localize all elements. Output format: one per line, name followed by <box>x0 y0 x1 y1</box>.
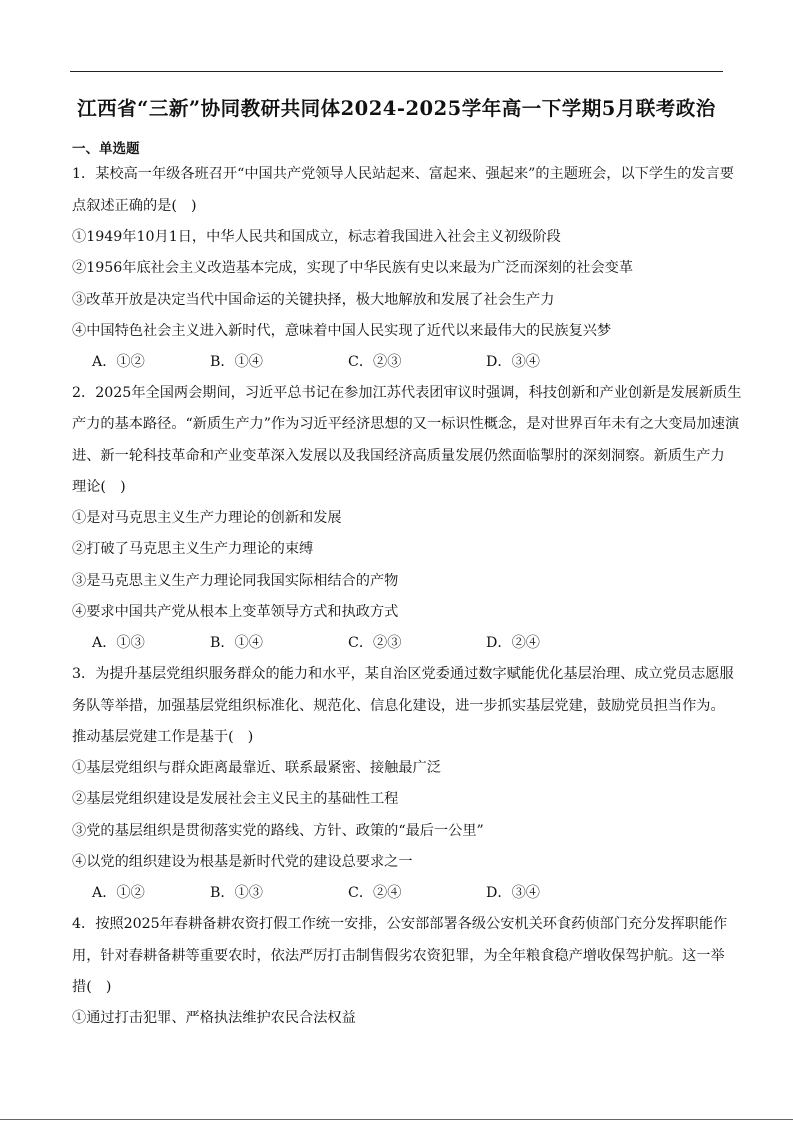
question-3-stem-line-2: 务队等举措，加强基层党组织标准化、规范化、信息化建设，进一步抓实基层党建，鼓励党员担当作为。 <box>72 698 725 714</box>
question-3-option-d[interactable]: D．③④ <box>486 885 540 901</box>
question-1-option-c[interactable]: C．②③ <box>348 354 402 370</box>
question-2-option-d[interactable]: D．②④ <box>486 635 540 651</box>
question-2-stem-line-1: 2．2025年全国两会期间，习近平总书记在参加江苏代表团审议时强调，科技创新和产业创新是发展新质生 <box>72 385 742 401</box>
question-3-option-a[interactable]: A．①② <box>92 885 145 901</box>
question-4-stem-line-3: 措( ) <box>72 979 112 995</box>
question-1-option-a[interactable]: A．①② <box>92 354 145 370</box>
question-2-item-4: ④要求中国共产党从根本上变革领导方式和执政方式 <box>72 604 399 620</box>
section-heading: 一、单选题 <box>72 141 140 157</box>
header-rule <box>70 71 723 72</box>
question-1-item-3: ③改革开放是决定当代中国命运的关键抉择，极大地解放和发展了社会生产力 <box>72 292 555 308</box>
question-2-item-3: ③是马克思主义生产力理论同我国实际相结合的产物 <box>72 573 399 589</box>
question-2-option-c[interactable]: C．②③ <box>348 635 402 651</box>
question-3-stem-line-1: 3．为提升基层党组织服务群众的能力和水平，某自治区党委通过数字赋能优化基层治理、成立党员志愿服 <box>72 666 734 682</box>
question-4-item-1: ①通过打击犯罪、严格执法维护农民合法权益 <box>72 1010 356 1026</box>
question-3-item-1: ①基层党组织与群众距离最靠近、联系最紧密、接触最广泛 <box>72 760 441 776</box>
question-2-option-a[interactable]: A．①③ <box>92 635 145 651</box>
question-4-stem-line-2: 用，针对春耕备耕等重要农时，依法严厉打击制售假劣农资犯罪，为全年粮食稳产增收保驾护航。这一举 <box>72 948 725 964</box>
question-3-option-c[interactable]: C．②④ <box>348 885 402 901</box>
question-2-stem-line-2: 产力的基本路径。“新质生产力”作为习近平经济思想的又一标识性概念，是对世界百年未有之大变局加速演 <box>72 416 740 432</box>
question-2-item-1: ①是对马克思主义生产力理论的创新和发展 <box>72 510 342 526</box>
question-2-option-b[interactable]: B．①④ <box>210 635 263 651</box>
question-1-stem-line-1: 1．某校高一年级各班召开“中国共产党领导人民站起来、富起来、强起来”的主题班会，以下学生的发言要 <box>72 166 734 182</box>
question-3-option-b[interactable]: B．①③ <box>210 885 263 901</box>
question-3-item-3: ③党的基层组织是贯彻落实党的路线、方针、政策的“最后一公里” <box>72 823 484 839</box>
document-title: 江西省“三新”协同教研共同体2024-2025学年高一下学期5月联考政治 <box>77 97 716 120</box>
question-2-stem-line-4: 理论( ) <box>72 479 126 495</box>
question-4-stem-line-1: 4．按照2025年春耕备耕农资打假工作统一安排，公安部部署各级公安机关环食药侦部门充分发挥职能作 <box>72 916 728 932</box>
question-2-stem-line-3: 进、新一轮科技革命和产业变革深入发展以及我国经济高质量发展仍然面临掣肘的深刻洞察。新质生产力 <box>72 448 725 464</box>
question-3-stem-line-3: 推动基层党建工作是基于( ) <box>72 729 254 745</box>
question-1-item-4: ④中国特色社会主义进入新时代，意味着中国人民实现了近代以来最伟大的民族复兴梦 <box>72 323 612 339</box>
question-1-option-b[interactable]: B．①④ <box>210 354 263 370</box>
question-1-item-2: ②1956年底社会主义改造基本完成，实现了中华民族有史以来最为广泛而深刻的社会变革 <box>72 260 634 276</box>
question-1-option-d[interactable]: D．③④ <box>486 354 540 370</box>
question-3-item-2: ②基层党组织建设是发展社会主义民主的基础性工程 <box>72 791 399 807</box>
question-1-stem-line-2: 点叙述正确的是( ) <box>72 198 197 214</box>
page-bottom-edge <box>0 1119 793 1120</box>
question-3-item-4: ④以党的组织建设为根基是新时代党的建设总要求之一 <box>72 854 413 870</box>
question-1-item-1: ①1949年10月1日，中华人民共和国成立，标志着我国进入社会主义初级阶段 <box>72 229 561 245</box>
question-2-item-2: ②打破了马克思主义生产力理论的束缚 <box>72 541 314 557</box>
